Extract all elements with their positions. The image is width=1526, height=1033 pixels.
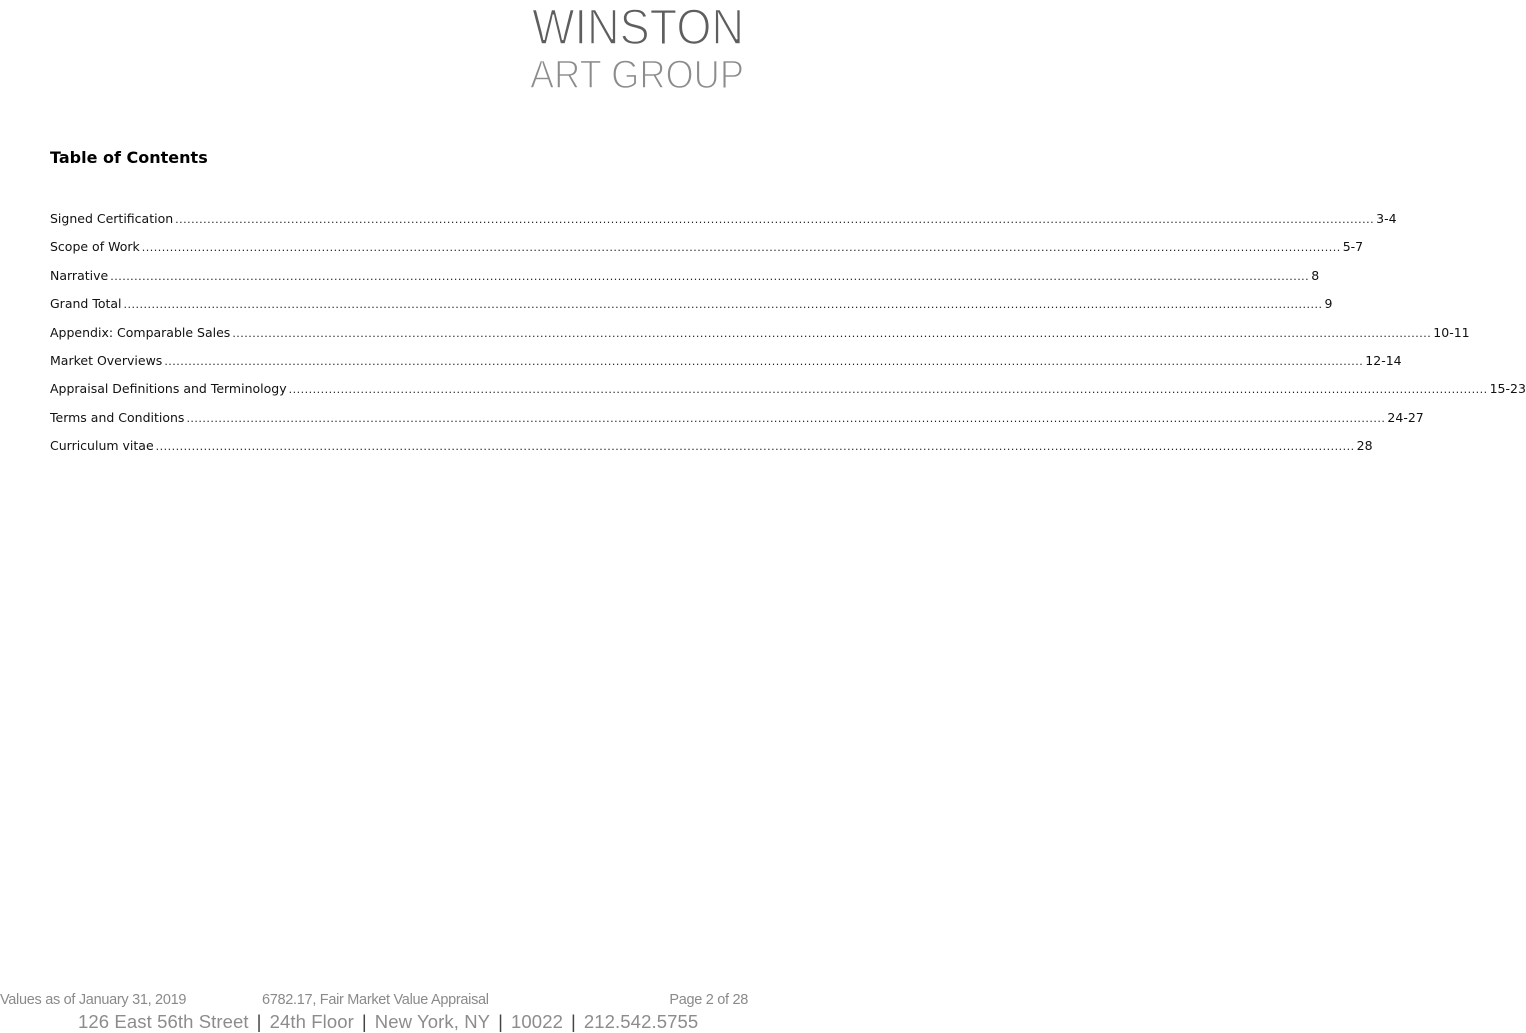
toc-entry-page: 12-14 [1365, 352, 1402, 368]
footer-separator: | [256, 1011, 262, 1032]
footer-address [78, 1011, 698, 1033]
toc-entry-page: 10-11 [1433, 324, 1470, 340]
toc-entry[interactable] [50, 409, 1424, 438]
toc-dot-leader: ............................................................................................................................................................................................................................................................................................................ [123, 298, 1323, 312]
toc-entry[interactable] [50, 267, 1320, 296]
toc-dot-leader: ............................................................................................................................................................................................................................................................................................................ [175, 213, 1375, 226]
toc-entry-label: Narrative [50, 267, 109, 283]
footer-separator: | [361, 1011, 367, 1032]
toc-entry-label: Grand Total [50, 296, 122, 312]
toc-entry[interactable] [50, 211, 1397, 239]
page-title: Table of Contents [50, 148, 208, 167]
logo-line-winston: WINSTON [532, 0, 744, 55]
toc-dot-leader: ............................................................................................................................................................................................................................................................................................................ [155, 440, 1355, 454]
footer-report-reference: 6782.17, Fair Market Value Appraisal [262, 992, 489, 1008]
footer-separator: | [498, 1011, 504, 1032]
toc-entry[interactable] [50, 352, 1402, 381]
table-of-contents [50, 211, 1526, 467]
footer-street: 126 East 56th Street [78, 1011, 249, 1032]
toc-entry-page: 28 [1356, 438, 1373, 454]
logo-line-art-group: ART GROUP [530, 53, 744, 97]
footer-separator: | [570, 1011, 576, 1032]
toc-entry-page: 9 [1324, 296, 1333, 312]
toc-dot-leader: ............................................................................................................................................................................................................................................................................................................ [164, 354, 1364, 368]
toc-dot-leader: ............................................................................................................................................................................................................................................................................................................ [110, 269, 1310, 283]
footer-phone: 212.542.5755 [583, 1011, 699, 1032]
toc-dot-leader: ............................................................................................................................................................................................................................................................................................................ [288, 383, 1488, 397]
toc-dot-leader: ............................................................................................................................................................................................................................................................................................................ [232, 326, 1432, 340]
toc-entry-label: Scope of Work [50, 239, 140, 255]
toc-entry-label: Market Overviews [50, 352, 163, 368]
toc-entry-page: 3-4 [1376, 211, 1397, 226]
toc-entry-label: Appraisal Definitions and Terminology [50, 381, 287, 397]
footer-values-date: Values as of January 31, 2019 [0, 992, 187, 1008]
toc-entry-page: 24-27 [1387, 409, 1424, 425]
toc-entry-label: Curriculum vitae [50, 438, 154, 454]
toc-dot-leader: ............................................................................................................................................................................................................................................................................................................ [141, 241, 1341, 255]
page-footer [0, 992, 750, 1010]
toc-entry-page: 15-23 [1489, 381, 1526, 397]
toc-entry[interactable] [50, 438, 1373, 466]
company-logo [516, 0, 746, 97]
footer-floor: 24th Floor [269, 1011, 354, 1032]
footer-zip: 10022 [511, 1011, 563, 1032]
toc-entry[interactable] [50, 324, 1470, 353]
toc-entry-page: 5-7 [1342, 239, 1364, 255]
footer-page-number: Page 2 of 28 [669, 992, 748, 1008]
toc-entry[interactable] [50, 296, 1333, 324]
footer-city: New York, NY [374, 1011, 491, 1032]
toc-entry-label: Appendix: Comparable Sales [50, 324, 231, 340]
toc-entry[interactable] [50, 239, 1364, 267]
toc-entry-page: 8 [1311, 267, 1320, 283]
toc-entry-label: Signed Certification [50, 211, 174, 226]
toc-entry-label: Terms and Conditions [50, 409, 185, 425]
toc-entry[interactable] [50, 381, 1526, 409]
toc-dot-leader: ............................................................................................................................................................................................................................................................................................................ [186, 411, 1386, 425]
